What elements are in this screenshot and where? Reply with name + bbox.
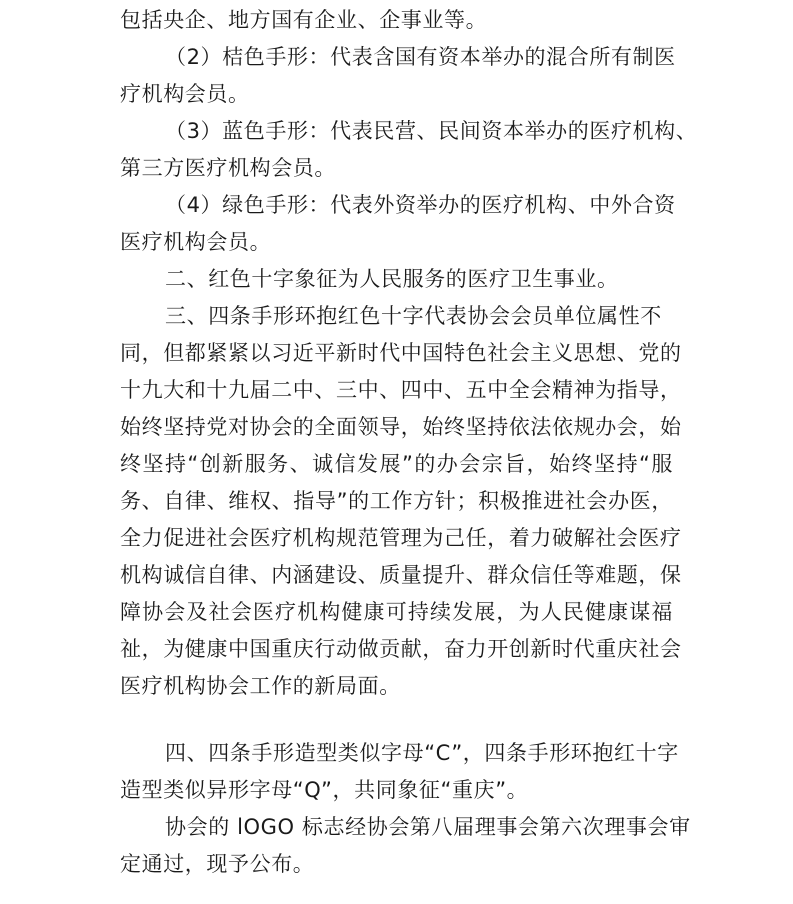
paragraph-line: 务、自律、维权、指导”的工作方针；积极推进社会办医，	[120, 489, 673, 513]
paragraph-line: 包括央企、地方国有企业、企事业等。	[120, 8, 488, 32]
paragraph-line: 全力促进社会医疗机构规范管理为己任，着力破解社会医疗	[120, 526, 682, 550]
paragraph-line: 二、红色十字象征为人民服务的医疗卫生事业。	[165, 267, 619, 291]
paragraph-line: 同，但都紧紧以习近平新时代中国特色社会主义思想、党的	[120, 341, 682, 365]
paragraph-line: 医疗机构会员。	[120, 230, 272, 254]
paragraph-line: 第三方医疗机构会员。	[120, 156, 336, 180]
paragraph-line: 三、四条手形环抱红色十字代表协会会员单位属性不	[165, 304, 662, 328]
paragraph-line: 造型类似异形字母“Q”，共同象征“重庆”。	[120, 778, 529, 802]
paragraph-line: 四、四条手形造型类似字母“C”，四条手形环抱红十字	[165, 741, 679, 765]
paragraph-line: （3）蓝色手形：代表民营、民间资本举办的医疗机构、	[165, 119, 698, 143]
paragraph-line: 障协会及社会医疗机构健康可持续发展，为人民健康谋福	[120, 600, 673, 624]
paragraph-line: 疗机构会员。	[120, 82, 250, 106]
paragraph-line: 终坚持“创新服务、诚信发展”的办会宗旨，始终坚持“服	[120, 452, 673, 476]
paragraph-line: 医疗机构协会工作的新局面。	[120, 674, 401, 698]
paragraph-line: 定通过，现予公布。	[120, 852, 315, 876]
paragraph-line: （4）绿色手形：代表外资举办的医疗机构、中外合资	[165, 193, 676, 217]
paragraph-line: 祉，为健康中国重庆行动做贡献，奋力开创新时代重庆社会	[120, 637, 682, 661]
paragraph-line: 机构诚信自律、内涵建设、质量提升、群众信任等难题，保	[120, 563, 682, 587]
paragraph-line: （2）桔色手形：代表含国有资本举办的混合所有制医	[165, 45, 676, 69]
paragraph-line: 十九大和十九届二中、三中、四中、五中全会精神为指导，	[120, 378, 682, 402]
paragraph-line: 始终坚持党对协会的全面领导，始终坚持依法依规办会，始	[120, 415, 682, 439]
paragraph-line: 协会的 lOGO 标志经协会第八届理事会第六次理事会审	[165, 815, 691, 839]
